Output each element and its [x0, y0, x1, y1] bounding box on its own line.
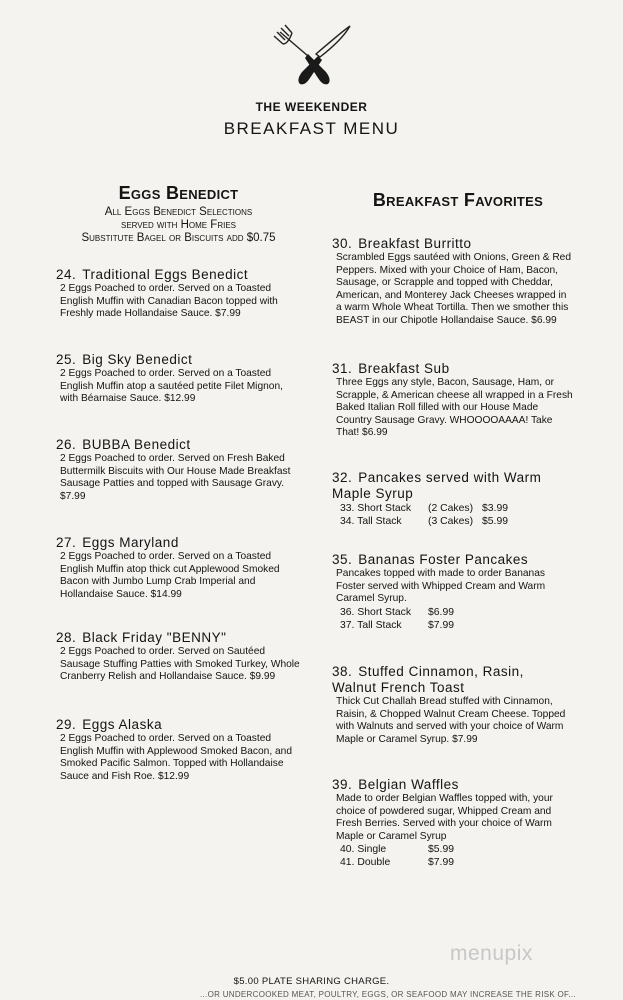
option-label: 36. Short Stack — [340, 606, 412, 618]
item-number: 35. — [332, 552, 353, 567]
item-number: 30. — [332, 236, 353, 251]
item-number: 28. — [56, 630, 77, 645]
menu-item — [332, 470, 594, 528]
item-number: 31. — [332, 361, 353, 376]
size-options — [332, 843, 594, 869]
description-line: 2 Eggs Poached to order. Served on a Toasted — [60, 733, 272, 744]
description-line: Maple or Caramel Syrup — [336, 830, 447, 842]
item-name — [56, 267, 311, 283]
description-line: Maple or Caramel Syrup. $7.99 — [336, 733, 478, 745]
description-line: Cranberry Relish and Hollandaise Sauce. $9.99 — [60, 671, 276, 683]
description-line: English Muffin atop thick cut Applewood Smoked — [60, 563, 280, 575]
option-price: $7.99 — [428, 619, 455, 631]
description-line: American, and Monterey Jack Cheeses wrapped in — [336, 289, 567, 301]
menu-item — [332, 777, 594, 869]
item-description — [56, 646, 311, 684]
item-description — [56, 551, 311, 601]
description-line: Buttermilk Biscuits with Our House Made Breakfast — [60, 465, 291, 477]
breakfast-favorites-section — [332, 190, 584, 211]
size-options — [332, 502, 594, 528]
item-description — [332, 793, 594, 843]
description-line: English Muffin with Applewood Smoked Bacon, and — [60, 745, 293, 757]
item-description — [56, 733, 311, 783]
item-number: 38. — [332, 664, 353, 679]
menu-item — [332, 236, 594, 328]
item-description — [56, 368, 311, 406]
description-line: Three Eggs any style, Bacon, Sausage, Ham, or — [336, 377, 555, 388]
item-name — [56, 352, 311, 368]
option-price: $3.99 — [482, 503, 509, 514]
menu-item — [56, 267, 311, 321]
menu-item — [56, 717, 311, 783]
item-number: 26. — [56, 437, 77, 452]
item-title: Stuffed Cinnamon, Rasin, — [358, 664, 524, 679]
item-name — [332, 470, 594, 486]
item-title-line2: Maple Syrup — [332, 486, 414, 501]
size-options — [332, 606, 594, 632]
description-line: Scrapple, & American cheese all wrapped in a Fresh — [336, 389, 573, 401]
option-row — [340, 502, 594, 515]
description-line: Bacon with Jumbo Lump Crab Imperial and — [60, 576, 256, 588]
section-note: Substitute Bagel or Biscuits add $0.75 — [81, 232, 276, 244]
item-name — [56, 717, 311, 733]
item-name — [56, 630, 311, 646]
section-title: Breakfast Favorites — [372, 190, 544, 210]
section-note: served with Home Fries — [120, 219, 236, 231]
item-title: Breakfast Sub — [358, 361, 450, 376]
description-line: choice of powdered sugar, Whipped Cream and — [336, 805, 552, 817]
option-row — [340, 843, 594, 856]
menu-item — [56, 437, 311, 503]
option-label: 33. Short Stack — [340, 503, 412, 514]
description-line: Scrambled Eggs sautéed with Onions, Green & Red — [336, 252, 572, 263]
item-number: 39. — [332, 777, 353, 792]
item-title: Eggs Maryland — [82, 535, 179, 550]
description-line: 2 Eggs Poached to order. Served on Fresh Baked — [60, 453, 285, 464]
item-name — [332, 361, 594, 377]
description-line: Smoked Pacific Salmon. Topped with Hollandaise — [60, 758, 284, 770]
description-line: Country Sausage Gravy. WHOOOOAAAA! Take — [336, 414, 553, 426]
menu-item — [56, 352, 311, 406]
restaurant-name: THE WEEKENDER — [255, 100, 368, 114]
option-label: 34. Tall Stack — [340, 516, 402, 527]
item-description — [332, 252, 594, 328]
description-line: Baked Italian Roll filled with our House Made — [336, 402, 539, 414]
item-description — [332, 696, 594, 746]
description-line: Foster served with Whipped Cream and Warm — [336, 580, 546, 592]
description-line: Hollandaise Sauce. $14.99 — [60, 588, 182, 600]
consumer-warning: ...OR UNDERCOOKED MEAT, POULTRY, EGGS, OR SEAFOOD MAY INCREASE THE RISK OF... — [200, 990, 576, 999]
item-title: Bananas Foster Pancakes — [358, 552, 529, 567]
item-title: Eggs Alaska — [82, 717, 163, 732]
item-description — [332, 377, 594, 440]
item-title: Breakfast Burritto — [358, 236, 472, 251]
description-line: Thick Cut Challah Bread stuffed with Cinnamon, — [336, 696, 553, 707]
item-description — [332, 568, 594, 606]
description-line: Freshly made Hollandaise Sauce. $7.99 — [60, 308, 241, 320]
option-label: 41. Double — [340, 857, 391, 869]
description-line: Sauce and Fish Roe. $12.99 — [60, 770, 190, 782]
description-line: Sausage Patties and topped with Sausage Gravy. — [60, 478, 285, 490]
watermark: menupix — [450, 942, 533, 965]
description-line: Raisin, & Chopped Walnut Cream Cheese. Topped — [336, 708, 566, 720]
option-price: $7.99 — [428, 857, 455, 869]
option-price: $6.99 — [428, 606, 455, 618]
description-line: Sausage, or Scrapple and topped with Cheddar, — [336, 277, 553, 289]
item-name — [56, 437, 311, 453]
item-title-line2: Walnut French Toast — [332, 680, 465, 695]
menu-item — [332, 664, 594, 746]
item-title: Pancakes served with Warm — [358, 470, 542, 485]
menu-item — [56, 535, 311, 601]
item-title: Black Friday "BENNY" — [82, 630, 227, 645]
item-description — [56, 283, 311, 321]
description-line: 2 Eggs Poached to order. Served on Sautéed — [60, 646, 266, 657]
description-line: with Béarnaise Sauce. $12.99 — [60, 393, 196, 405]
description-line: Caramel Syrup. — [336, 593, 407, 605]
item-name — [332, 777, 594, 793]
item-name — [56, 535, 311, 551]
description-line: Fresh Berries. Served with your choice of Warm — [336, 818, 552, 830]
item-title: Big Sky Benedict — [82, 352, 193, 367]
description-line: BEAST in our Chipotle Hollandaise Sauce. $6.99 — [336, 314, 557, 326]
plate-charge-note: $5.00 PLATE SHARING CHARGE. — [233, 976, 390, 987]
option-price: $5.99 — [482, 516, 509, 527]
description-line: 2 Eggs Poached to order. Served on a Toasted — [60, 551, 272, 562]
section-note: All Eggs Benedict Selections — [104, 206, 253, 218]
option-row — [340, 515, 594, 528]
option-row — [340, 619, 594, 632]
item-name — [332, 664, 594, 680]
menu-title: BREAKFAST MENU — [223, 119, 400, 138]
option-row — [340, 606, 594, 619]
item-description — [56, 453, 311, 503]
item-title: Belgian Waffles — [358, 777, 459, 792]
menu-item — [332, 361, 594, 440]
menu-item — [56, 630, 311, 684]
item-number: 32. — [332, 470, 353, 485]
option-row — [340, 856, 594, 869]
item-name — [332, 236, 594, 252]
description-line: 2 Eggs Poached to order. Served on a Toasted — [60, 283, 272, 294]
item-title: Traditional Eggs Benedict — [82, 267, 249, 282]
description-line: That! $6.99 — [336, 427, 388, 439]
section-title: Eggs Benedict — [118, 183, 239, 203]
item-title: BUBBA Benedict — [82, 437, 191, 452]
option-label: 37. Tall Stack — [340, 619, 402, 631]
item-name — [332, 552, 594, 568]
description-line: Peppers. Mixed with your Choice of Ham, Bacon, — [336, 264, 558, 276]
item-number: 24. — [56, 267, 77, 282]
description-line: English Muffin with Canadian Bacon topped with — [60, 295, 278, 307]
item-number: 27. — [56, 535, 77, 550]
description-line: Sausage Stuffing Patties with Smoked Turkey, Whole — [60, 658, 300, 670]
option-quantity: (3 Cakes) — [428, 516, 474, 527]
menu-item — [332, 552, 594, 632]
option-quantity: (2 Cakes) — [428, 503, 474, 514]
description-line: English Muffin atop a sautéed petite Filet Mignon, — [60, 380, 283, 392]
eggs-benedict-section — [56, 183, 301, 245]
description-line: Made to order Belgian Waffles topped with, your — [336, 793, 553, 804]
description-line: $7.99 — [60, 490, 86, 502]
fork-knife-icon — [268, 22, 358, 94]
option-price: $5.99 — [428, 844, 455, 856]
item-number: 25. — [56, 352, 77, 367]
description-line: a warm Whole Wheat Tortilla. Then we smother this — [336, 302, 569, 314]
item-number: 29. — [56, 717, 77, 732]
description-line: 2 Eggs Poached to order. Served on a Toasted — [60, 368, 272, 379]
description-line: Pancakes topped with made to order Bananas — [336, 568, 545, 579]
option-label: 40. Single — [340, 844, 387, 856]
description-line: with Walnuts and served with your choice of Warm — [336, 721, 564, 733]
